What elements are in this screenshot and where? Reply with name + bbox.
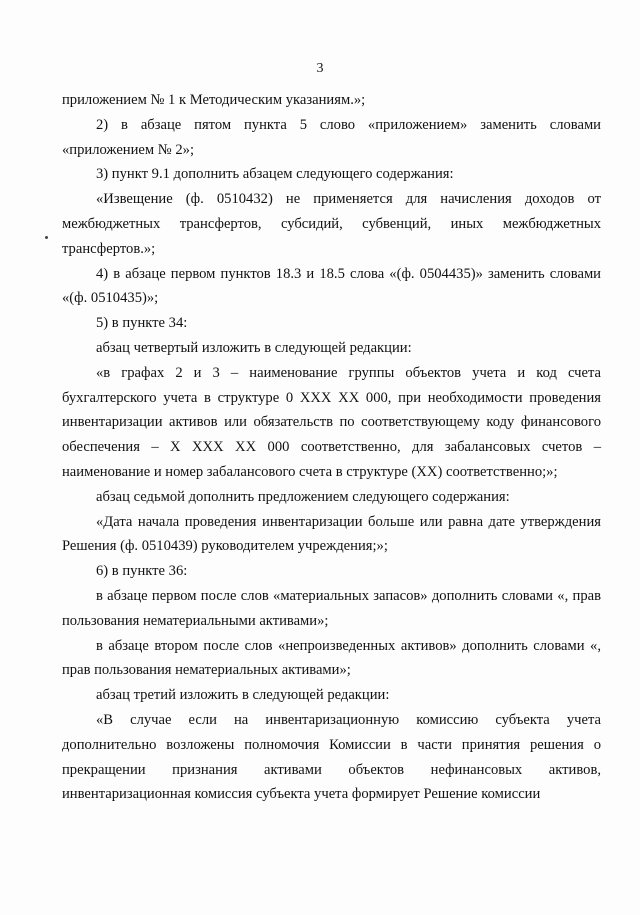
scan-speck [45,236,48,239]
paragraph-quote-date: «Дата начала проведения инвентаризации больше или равна дате утверждения Решения (ф. 0510439) руководителем учреждения;»; [62,513,601,555]
paragraph-item-4: 4) в абзаце первом пунктов 18.3 и 18.5 слова «(ф. 0504435)» заменить словами «(ф. 0510435)»; [62,265,601,307]
paragraph-item-6-third: абзац третий изложить в следующей редакции: [96,687,390,704]
paragraph-item-6-second: в абзаце втором после слов «непроизведенных активов» дополнить словами «, прав пользования нематериальных активами»; [62,637,601,679]
paragraph-item-3: 3) пункт 9.1 дополнить абзацем следующего содержания: [96,166,454,183]
paragraph-item-6-first: в абзаце первом после слов «материальных запасов» дополнить словами «, прав пользования нематериальными активами»; [62,587,601,629]
paragraph-continuation: приложением № 1 к Методическим указаниям.»; [62,92,366,108]
paragraph-quote-columns: «в графах 2 и 3 – наименование группы объектов учета и код счета бухгалтерского учета в структуре 0 XXX XX 000, при необходимости проведения инвентаризации активов или обязательств по соответствующему коду финансового обеспечения – X XXX XX 000 соответственно, для забалансовых счетов – наименование и номер забалансового счета в структуре (XX) соответственно;»; [62,364,601,480]
paragraph-item-5-seventh: абзац седьмой дополнить предложением следующего содержания: [96,488,510,505]
paragraph-item-5-intro: абзац четвертый изложить в следующей редакции: [96,339,412,356]
paragraph-item-6: 6) в пункте 36: [96,563,188,580]
paragraph-quote-commission: «В случае если на инвентаризационную комиссию субъекта учета дополнительно возложены полномочия Комиссии в части принятия решения о прекращении признания активами объектов нефинансовых активов, инвентаризационная комиссия субъекта учета формирует Решение комиссии [62,711,601,803]
paragraph-quote-notice: «Извещение (ф. 0510432) не применяется для начисления доходов от межбюджетных трансфертов, субсидий, субвенций, иных межбюджетных трансфертов.»; [62,191,601,257]
paragraph-item-2: 2) в абзаце пятом пункта 5 слово «приложением» заменить словами «приложением № 2»; [62,116,601,158]
page-number: 3 [316,61,324,76]
document-body [62,88,601,807]
paragraph-item-5: 5) в пункте 34: [96,315,188,332]
